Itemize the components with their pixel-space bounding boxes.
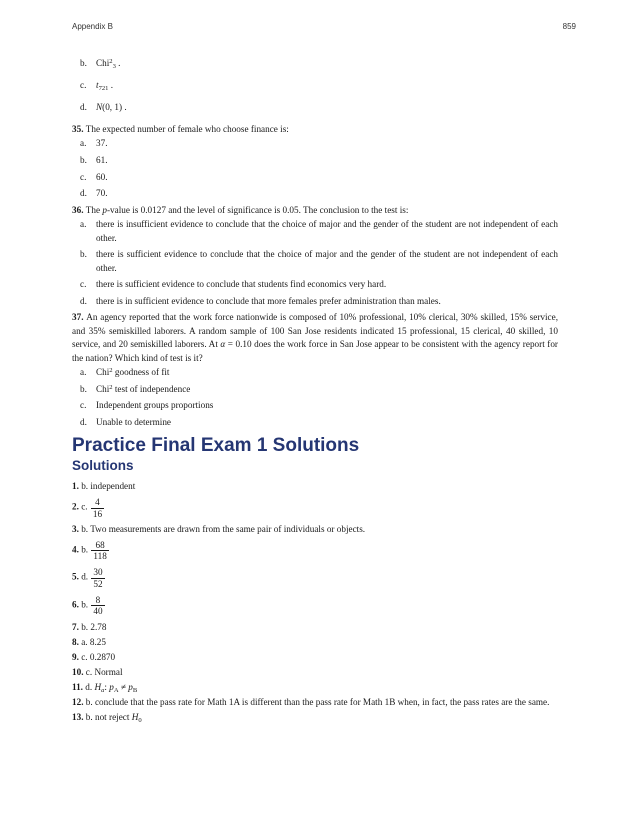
option-letter: b.: [80, 249, 87, 260]
text-segment: goodness of fit: [112, 367, 170, 377]
option-letter: c.: [80, 80, 87, 90]
text-segment: b.: [81, 599, 91, 610]
option-text: [96, 79, 558, 92]
text-segment: there is sufficient evidence to conclude that students find economics very hard.: [96, 279, 387, 290]
text-segment: Independent groups proportions: [96, 400, 214, 411]
question-block: [72, 204, 558, 308]
text-segment: b. 2.78: [81, 621, 107, 632]
text-segment: 37.: [96, 138, 108, 149]
solution-item: [72, 538, 558, 564]
option-letter: d.: [80, 416, 87, 427]
solution-item: [72, 681, 558, 694]
header-section-label: Appendix B: [72, 22, 113, 31]
text-segment: a. 8.25: [81, 636, 106, 647]
option-letter: d.: [80, 295, 87, 306]
option-text: [96, 295, 558, 308]
text-segment: there is insufficient evidence to conclude that the choice of major and the gender of the student are not independent of each other.: [96, 219, 558, 243]
option-text: [96, 187, 558, 200]
page-header: [72, 22, 576, 31]
answer-option: [72, 137, 558, 150]
text-segment: An agency reported that the work force nationwide is composed of 10% professional, 10% clerical, 30% skilled, 15% service, and 35% semiskilled laborers. A random sample of 100 San Jose residents indicated 15 professional, 15 clerical, 40 skilled, 10 service, and 20 semiskilled laborers. At: [72, 312, 558, 350]
text-segment: The: [85, 204, 103, 215]
option-letter: c.: [80, 171, 87, 182]
text-segment: 61.: [96, 155, 108, 165]
option-letter: a.: [80, 138, 87, 149]
solution-item: [72, 593, 558, 619]
text-segment: 721: [98, 85, 109, 92]
answer-option: [72, 171, 558, 184]
answer-option: [72, 295, 558, 308]
solution-number: 10.: [72, 666, 86, 677]
solution-number: 2.: [72, 501, 82, 512]
option-text: [96, 101, 558, 114]
answer-option: [72, 57, 558, 70]
solution-number: 8.: [72, 636, 82, 647]
option-text: [96, 218, 558, 245]
text-segment: 0: [138, 716, 142, 724]
solution-item: [72, 651, 558, 664]
answer-option: [72, 154, 558, 167]
option-letter: c.: [80, 400, 87, 411]
question-block: [72, 123, 558, 201]
fraction: [91, 595, 104, 617]
solutions-area: [72, 480, 558, 724]
fraction-numerator: 68: [95, 539, 105, 550]
solution-item: [72, 711, 558, 724]
text-segment: there is in sufficient evidence to conclude that more females prefer administration than males.: [96, 295, 441, 306]
fraction: [91, 567, 104, 589]
solution-number: 11.: [72, 681, 86, 692]
text-segment: d.: [81, 571, 91, 582]
option-letter: a.: [80, 219, 87, 230]
text-segment: B: [132, 686, 138, 694]
option-text: [96, 154, 558, 167]
text-segment: α: [220, 339, 226, 350]
questions-area: [72, 123, 558, 429]
text-segment: = 0.10 does the work force in San Jose appear to be consistent with the agency report for the nation? Which kind of test is it?: [72, 339, 558, 363]
text-segment: b.: [81, 544, 91, 555]
text-segment: there is sufficient evidence to conclude that the choice of major and the gender of the student are not independent of each other.: [96, 249, 558, 273]
text-segment: .: [115, 58, 121, 68]
fraction: [91, 497, 104, 519]
answer-option: [72, 416, 558, 429]
text-segment: N: [96, 102, 103, 112]
solution-item: [72, 621, 558, 634]
option-letter: d.: [80, 102, 87, 112]
text-segment: 2: [109, 57, 113, 65]
text-segment: 2: [109, 366, 113, 374]
answer-option: [72, 366, 558, 379]
option-letter: c.: [80, 279, 87, 290]
fraction-denominator: 118: [93, 551, 107, 562]
solution-item: [72, 666, 558, 679]
answer-option: [72, 383, 558, 396]
text-segment: -value is 0.0127 and the level of significance is 0.05. The conclusion to the test is:: [106, 204, 409, 215]
text-segment: test of independence: [112, 383, 191, 394]
text-segment: The expected number of female who choose finance is:: [85, 124, 289, 134]
solution-item: [72, 636, 558, 649]
question-stem: [72, 123, 558, 136]
text-segment: b. Two measurements are drawn from the same pair of individuals or objects.: [81, 523, 366, 534]
subsection-heading: Solutions: [72, 458, 134, 474]
answer-option: [72, 248, 558, 275]
fraction-numerator: 4: [95, 497, 100, 508]
header-page-number: 859: [562, 22, 576, 31]
answer-option: [72, 79, 558, 92]
question-number: 35.: [72, 124, 86, 134]
option-text: [96, 278, 558, 291]
text-segment: 3: [112, 63, 116, 70]
question-stem: [72, 311, 558, 365]
text-segment: p: [102, 204, 107, 215]
option-letter: b.: [80, 155, 87, 165]
text-segment: Chi: [96, 367, 110, 377]
solution-number: 3.: [72, 523, 82, 534]
text-segment: Chi: [96, 58, 110, 68]
text-segment: c. Normal: [85, 666, 123, 677]
text-segment: A: [113, 686, 119, 694]
option-text: [96, 383, 558, 396]
text-segment: (0, 1) .: [102, 102, 127, 112]
question-stem: [72, 204, 558, 217]
solution-item: [72, 495, 558, 521]
fraction-denominator: 40: [93, 606, 103, 617]
text-segment: H: [131, 711, 139, 722]
text-segment: 2: [109, 383, 113, 391]
question-block: [72, 311, 558, 429]
option-text: [96, 366, 558, 379]
text-segment: a: [101, 686, 105, 694]
solution-item: [72, 480, 558, 493]
option-text: [96, 416, 558, 429]
solution-number: 1.: [72, 481, 82, 492]
solution-number: 5.: [72, 571, 82, 582]
answer-option: [72, 399, 558, 412]
text-segment: :: [104, 681, 110, 692]
solution-number: 7.: [72, 621, 82, 632]
option-text: [96, 399, 558, 412]
text-segment: ≠: [118, 681, 129, 692]
option-text: [96, 171, 558, 184]
text-segment: p: [128, 681, 133, 692]
answer-option: [72, 187, 558, 200]
text-segment: p: [109, 681, 114, 692]
solution-number: 6.: [72, 599, 82, 610]
solution-number: 9.: [72, 651, 82, 662]
text-segment: Unable to determine: [96, 416, 172, 427]
option-text: [96, 57, 558, 70]
solution-item: [72, 565, 558, 591]
solution-number: 13.: [72, 711, 86, 722]
section-heading: Practice Final Exam 1 Solutions: [72, 435, 360, 457]
text-segment: b. independent: [81, 481, 136, 492]
option-letter: a.: [80, 367, 87, 377]
answer-option: [72, 101, 558, 114]
text-segment: H: [94, 681, 102, 692]
fraction-denominator: 52: [93, 578, 103, 589]
solution-item: [72, 696, 558, 709]
option-letter: b.: [80, 58, 87, 68]
question-number: 36.: [72, 204, 86, 215]
text-segment: c. 0.2870: [81, 651, 116, 662]
text-segment: 60.: [96, 171, 108, 182]
text-segment: b. conclude that the pass rate for Math 1A is different than the pass rate for Math 1B when, in fact, the pass rates are the same.: [85, 696, 550, 707]
fraction: [91, 540, 108, 562]
solution-number: 4.: [72, 544, 82, 555]
text-segment: Chi: [96, 383, 110, 394]
option-letter: b.: [80, 383, 87, 394]
solution-item: [72, 523, 558, 536]
text-segment: c.: [81, 501, 90, 512]
option-text: [96, 248, 558, 275]
answer-option: [72, 218, 558, 245]
option-text: [96, 137, 558, 150]
fraction-denominator: 16: [92, 508, 103, 519]
text-segment: d.: [85, 681, 95, 692]
option-letter: d.: [80, 188, 87, 199]
text-segment: t: [96, 80, 99, 90]
fraction-numerator: 30: [93, 567, 103, 578]
carryover-options: [72, 57, 558, 114]
answer-option: [72, 278, 558, 291]
text-segment: .: [108, 80, 114, 90]
question-number: 37.: [72, 312, 87, 323]
fraction-numerator: 8: [95, 594, 101, 605]
text-segment: b. not reject: [85, 711, 132, 722]
text-segment: 70.: [96, 188, 108, 199]
solution-number: 12.: [72, 696, 86, 707]
